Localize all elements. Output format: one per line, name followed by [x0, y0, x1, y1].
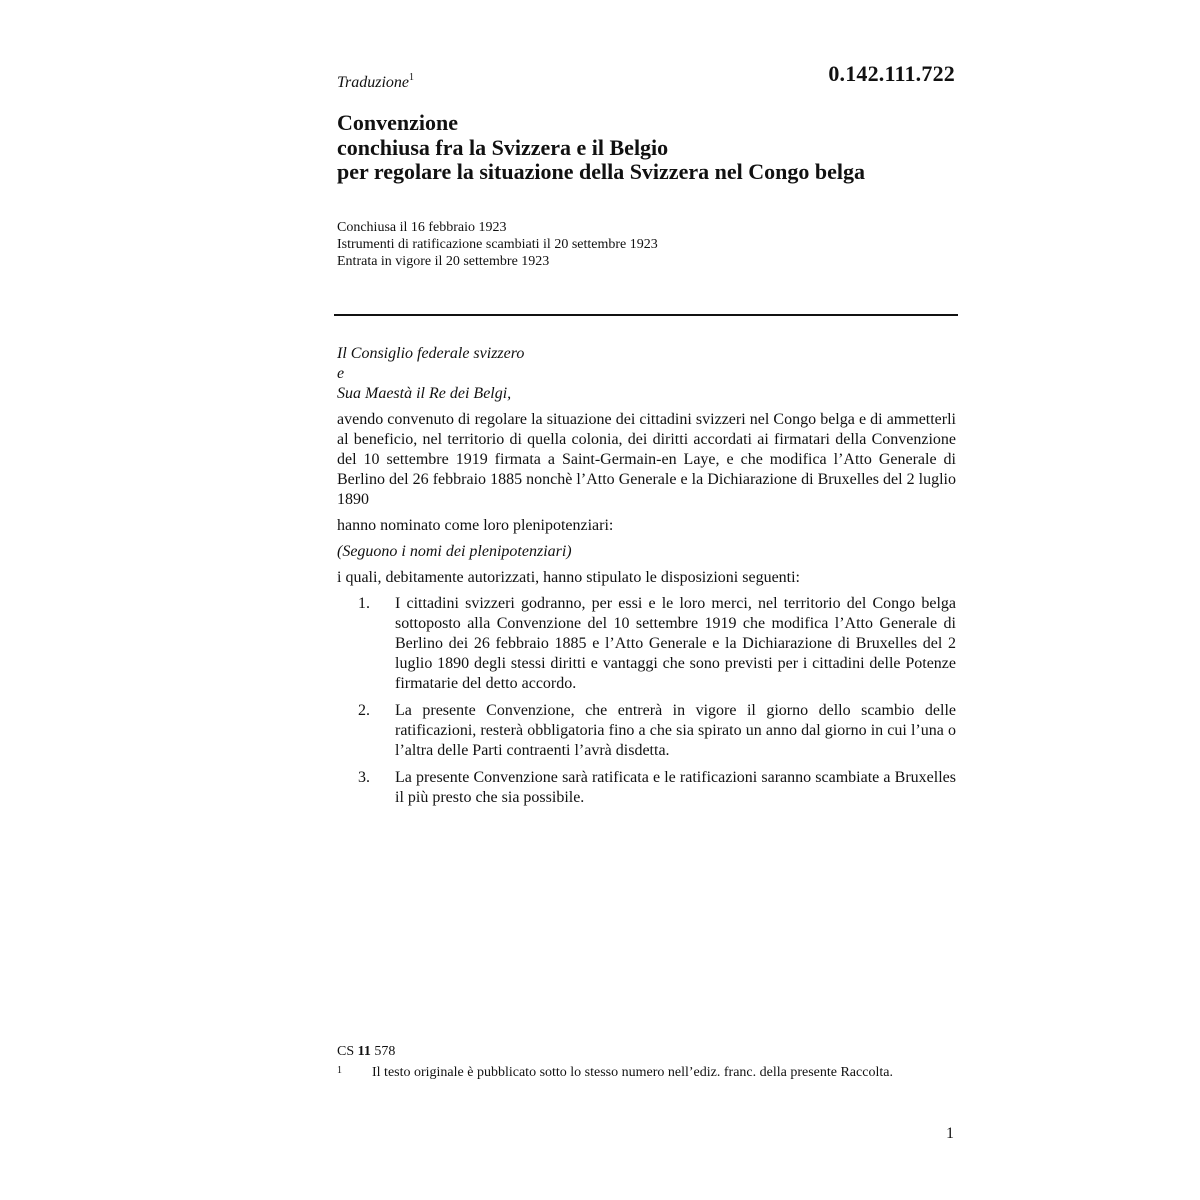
translation-label-text: Traduzione: [337, 74, 410, 91]
conjunction: e: [337, 365, 345, 382]
in-force-date: Entrata in vigore il 20 settembre 1923: [337, 254, 550, 269]
cs-prefix: CS: [337, 1044, 355, 1059]
footnote: [337, 1064, 937, 1081]
collection-reference: [337, 1044, 395, 1060]
article-number: 3.: [358, 769, 370, 786]
ratification-date: Istrumenti di ratificazione scambiati il 20 settembre 1923: [337, 237, 658, 252]
article-number: 1.: [358, 595, 370, 612]
plenipotentiaries-note: (Seguono i nomi dei plenipotenziari): [337, 543, 572, 560]
footnote-reference[interactable]: 1: [409, 72, 415, 83]
article-text: La presente Convenzione, che entrerà in vigore il giorno dello scambio delle ratificazioni, resterà obbligatoria fino a che sia spirato un anno dal giorno in cui l’una o l’altra delle Parti contraenti l’avrà disdetta.: [395, 702, 956, 759]
nominated-paragraph: hanno nominato come loro plenipotenziari:: [337, 517, 614, 534]
footnote-text: Il testo originale è pubblicato sotto lo stesso numero nell’ediz. franc. della presente Raccolta.: [372, 1065, 893, 1080]
article-item: [337, 701, 956, 761]
article-text: La presente Convenzione sarà ratificata e le ratificazioni saranno scambiate a Bruxelles il più presto che sia possibile.: [395, 769, 956, 806]
article-item: [337, 594, 956, 694]
article-number: 2.: [358, 702, 370, 719]
title-line-3: per regolare la situazione della Svizzera nel Congo belga: [337, 159, 865, 184]
authorized-paragraph: i quali, debitamente autorizzati, hanno stipulato le disposizioni seguenti:: [337, 569, 800, 586]
title-line-2: conchiusa fra la Svizzera e il Belgio: [337, 134, 669, 160]
party-2: Sua Maestà il Re dei Belgi,: [337, 385, 512, 402]
articles-list: [337, 594, 956, 808]
page-number: 1: [946, 1125, 954, 1142]
document-title: [337, 111, 865, 185]
document-body: [337, 344, 956, 815]
party-1: Il Consiglio federale svizzero: [337, 345, 525, 362]
article-text: I cittadini svizzeri godranno, per essi e le loro merci, nel territorio del Congo belga sottoposto alla Convenzione del 10 settembre 1919 che modifica l’Atto Generale di Berlino dei 26 febbraio 1885 e l’Atto Generale e la Dichiarazione di Bruxelles del 2 luglio 1890 degli stessi diritti e vantaggi che sono previsti per i cittadini delle Potenze firmatarie del detto accordo.: [395, 595, 956, 692]
footnote-mark: 1: [337, 1065, 342, 1076]
translation-label: [337, 74, 414, 92]
article-item: [337, 768, 956, 808]
concluded-date: Conchiusa il 16 febbraio 1923: [337, 220, 507, 235]
sr-number: 0.142.111.722: [828, 61, 955, 86]
recital-paragraph: avendo convenuto di regolare la situazione dei cittadini svizzeri nel Congo belga e di ammetterli al beneficio, nel territorio di quella colonia, dei diritti accordati ai firmatari della Convenzione del 10 settembre 1919 firmata a Saint-Germain-en Laye, e che modifica l’Atto Generale di Berlino del 26 febbraio 1885 nonchè l’Atto Generale e la Dichiarazione di Bruxelles del 2 luglio 1890: [337, 411, 956, 508]
cs-page: 578: [374, 1044, 396, 1059]
cs-volume: 11: [357, 1044, 371, 1059]
document-dates: [337, 219, 658, 270]
title-line-1: Convenzione: [337, 110, 458, 135]
horizontal-rule: [334, 314, 958, 316]
